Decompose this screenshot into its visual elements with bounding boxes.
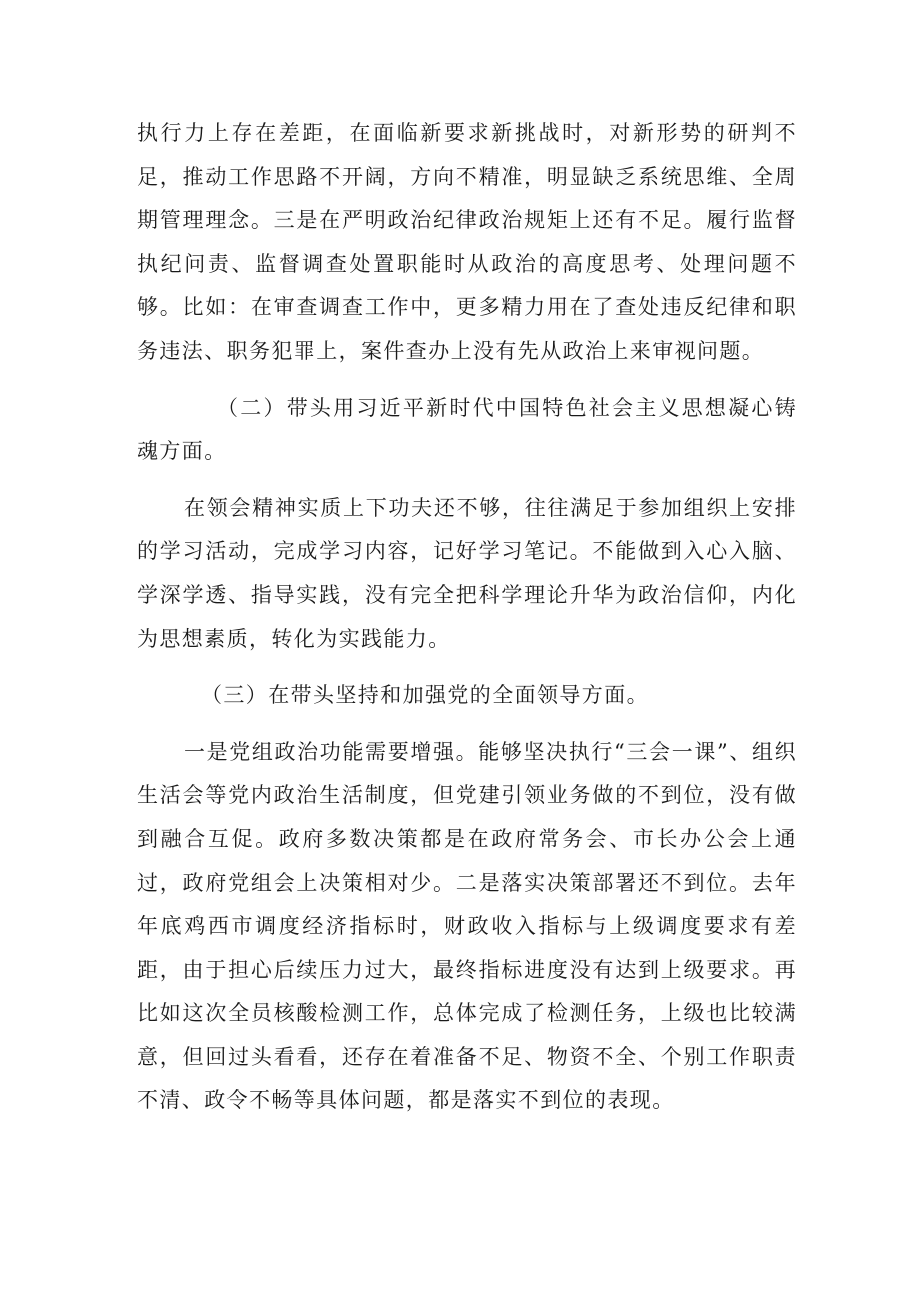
- paragraph-leadership: 一是党组政治功能需要增强。能够坚决执行“三会一课”、组织生活会等党内政治生活制度，但党建引领业务做的不到位，没有做到融合互促。政府多数决策都是在政府常务会、市长办公会上通过，政府党组会上决策相对少。二是落实决策部署还不到位。去年年底鸡西市调度经济指标时，财政收入指标与上级调度要求有差距，由于担心后续压力过大，最终指标进度没有达到上级要求。再比如这次全员核酸检测工作，总体完成了检测任务，上级也比较满意，但回过头看看，还存在着准备不足、物资不全、个别工作职责不清、政令不畅等具体问题，都是落实不到位的表现。: [137, 739, 797, 1113]
- paragraph-continuation: 执行力上存在差距，在面临新要求新挑战时，对新形势的研判不足，推动工作思路不开阔，方向不精准，明显缺乏系统思维、全周期管理理念。三是在严明政治纪律政治规矩上还有不足。履行监督执纪问责、监督调查处置职能时从政治的高度思考、处理问题不够。比如：在审查调查工作中，更多精力用在了查处违反纪律和职务违法、职务犯罪上，案件查办上没有先从政治上来审视问题。: [137, 121, 797, 363]
- paragraph-study: 在领会精神实质上下功夫还不够，往往满足于参加组织上安排的学习活动，完成学习内容，记好学习笔记。不能做到入心入脑、学深学透、指导实践，没有完全把科学理论升华为政治信仰，内化为思想素质，转化为实践能力。: [137, 495, 797, 651]
- document-body: [137, 112, 797, 1123]
- section-heading-3: （三）在带头坚持和加强党的全面领导方面。: [201, 683, 649, 708]
- section-heading-2: （二）带头用习近平新时代中国特色社会主义思想凝心铸魂方面。: [137, 395, 797, 464]
